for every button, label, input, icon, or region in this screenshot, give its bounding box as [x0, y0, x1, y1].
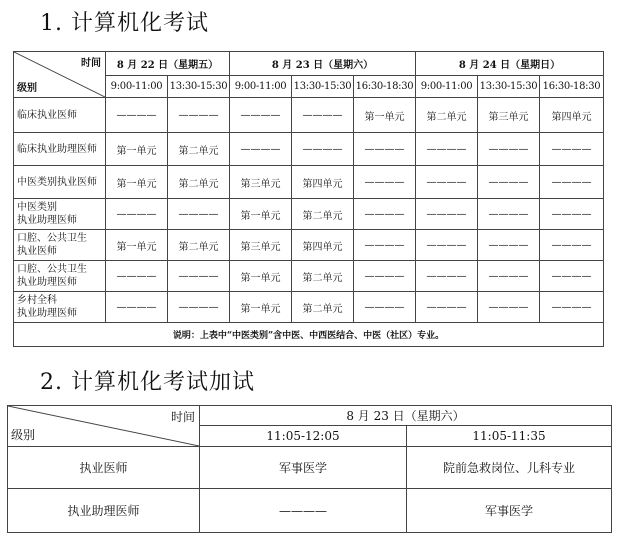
schedule-cell: ————	[168, 292, 230, 323]
schedule-cell: ————	[478, 261, 540, 292]
schedule-cell: ————	[106, 199, 168, 230]
schedule-cell: 第三单元	[230, 166, 292, 199]
schedule-cell: 第三单元	[478, 98, 540, 133]
schedule-cell: ————	[168, 98, 230, 133]
time-label: 时间	[170, 410, 195, 424]
level-cell	[14, 166, 106, 199]
schedule-cell: 第二单元	[168, 166, 230, 199]
schedule-cell: 第一单元	[354, 98, 416, 133]
schedule-cell: 第二单元	[168, 133, 230, 166]
level-cell	[14, 133, 106, 166]
schedule-cell: ————	[168, 261, 230, 292]
level-cell	[14, 199, 106, 230]
schedule-cell: ————	[540, 230, 604, 261]
level-text-line: 口腔、公共卫生	[17, 233, 87, 244]
table-row	[14, 98, 604, 133]
schedule-cell: ————	[354, 230, 416, 261]
schedule-cell: ————	[478, 292, 540, 323]
schedule-cell: ————	[416, 166, 478, 199]
level-cell	[14, 261, 106, 292]
schedule-cell: ————	[416, 261, 478, 292]
schedule-cell: ————	[354, 199, 416, 230]
time-slot-header: 9:00-11:00	[230, 76, 292, 98]
exam-schedule-table	[13, 51, 604, 347]
schedule-cell: ————	[478, 133, 540, 166]
level-text-line: 临床执业医师	[17, 109, 77, 121]
schedule-cell: ————	[230, 98, 292, 133]
section1-title: 1. 计算机化考试	[40, 11, 209, 36]
table-row	[14, 261, 604, 292]
schedule-cell: ————	[416, 199, 478, 230]
schedule-cell: ————	[106, 261, 168, 292]
schedule-cell: 军事医学	[407, 489, 612, 533]
table-row	[14, 292, 604, 323]
schedule-cell: ————	[478, 199, 540, 230]
header-diagonal-cell	[8, 406, 200, 447]
header-diagonal-cell	[14, 52, 106, 98]
level-text-line: 口腔、公共卫生	[17, 264, 87, 275]
schedule-cell: ————	[354, 133, 416, 166]
schedule-cell: 第四单元	[540, 98, 604, 133]
time-slot-header: 9:00-11:00	[106, 76, 168, 98]
schedule-cell: 第四单元	[292, 230, 354, 261]
schedule-cell: 第二单元	[292, 199, 354, 230]
schedule-cell: ————	[478, 166, 540, 199]
schedule-cell: ————	[354, 166, 416, 199]
day-header: 8 月 24 日（星期日）	[416, 52, 604, 76]
time-slot-header: 11:05-11:35	[407, 426, 612, 447]
schedule-cell: ————	[354, 292, 416, 323]
schedule-cell: ————	[416, 292, 478, 323]
table-row	[14, 230, 604, 261]
schedule-cell: ————	[168, 199, 230, 230]
table-note: 说明：上表中“中医类别”含中医、中西医结合、中医（社区）专业。	[14, 323, 604, 347]
level-text-line: 临床执业助理医师	[17, 143, 97, 155]
table-row	[14, 199, 604, 230]
time-slot-header: 9:00-11:00	[416, 76, 478, 98]
schedule-cell: 院前急救岗位、儿科专业	[407, 447, 612, 489]
table-row	[14, 133, 604, 166]
schedule-cell: ————	[540, 199, 604, 230]
time-slot-header: 16:30-18:30	[540, 76, 604, 98]
schedule-cell: ————	[106, 98, 168, 133]
schedule-cell: ————	[292, 98, 354, 133]
schedule-cell: ————	[354, 261, 416, 292]
schedule-cell: ————	[416, 133, 478, 166]
schedule-cell: ————	[292, 133, 354, 166]
level-cell	[14, 230, 106, 261]
section2-title: 2. 计算机化考试加试	[40, 370, 255, 395]
level-text-line: 乡村全科	[17, 295, 57, 306]
supplementary-exam-table	[7, 405, 612, 533]
level-text-line: 中医类别	[17, 202, 57, 213]
table-row	[14, 166, 604, 199]
day-header: 8 月 22 日（星期五）	[106, 52, 230, 76]
schedule-cell: 第一单元	[106, 133, 168, 166]
time-label: 时间	[81, 58, 101, 69]
schedule-cell: 第一单元	[106, 230, 168, 261]
time-slot-header: 13:30-15:30	[478, 76, 540, 98]
time-slot-header: 13:30-15:30	[292, 76, 354, 98]
level-cell: 执业助理医师	[8, 489, 200, 533]
schedule-cell: 第一单元	[230, 261, 292, 292]
schedule-cell: ————	[106, 292, 168, 323]
time-slot-header: 11:05-12:05	[200, 426, 407, 447]
schedule-cell: ————	[200, 489, 407, 533]
level-text-line: 中医类别执业医师	[17, 176, 97, 188]
level-text-line: 执业助理医师	[17, 277, 77, 288]
day-header: 8 月 23 日（星期六）	[200, 406, 612, 426]
schedule-cell: ————	[540, 261, 604, 292]
level-cell	[14, 98, 106, 133]
schedule-cell: ————	[540, 133, 604, 166]
day-header: 8 月 23 日（星期六）	[230, 52, 416, 76]
schedule-cell: 军事医学	[200, 447, 407, 489]
schedule-cell: ————	[230, 133, 292, 166]
schedule-cell: 第二单元	[292, 292, 354, 323]
time-slot-header: 13:30-15:30	[168, 76, 230, 98]
schedule-cell: ————	[540, 166, 604, 199]
level-cell	[14, 292, 106, 323]
schedule-cell: 第一单元	[106, 166, 168, 199]
schedule-cell: 第一单元	[230, 292, 292, 323]
time-slot-header: 16:30-18:30	[354, 76, 416, 98]
schedule-cell: 第二单元	[292, 261, 354, 292]
schedule-cell: ————	[540, 292, 604, 323]
level-label: 级别	[17, 83, 37, 94]
schedule-cell: ————	[478, 230, 540, 261]
schedule-cell: 第四单元	[292, 166, 354, 199]
schedule-cell: 第一单元	[230, 199, 292, 230]
level-text-line: 执业助理医师	[17, 308, 77, 319]
schedule-cell: 第二单元	[168, 230, 230, 261]
level-text-line: 执业医师	[17, 246, 57, 257]
level-text-line: 执业助理医师	[17, 215, 77, 226]
level-label: 级别	[11, 428, 36, 442]
schedule-cell: 第二单元	[416, 98, 478, 133]
schedule-cell: ————	[416, 230, 478, 261]
level-cell: 执业医师	[8, 447, 200, 489]
schedule-cell: 第三单元	[230, 230, 292, 261]
